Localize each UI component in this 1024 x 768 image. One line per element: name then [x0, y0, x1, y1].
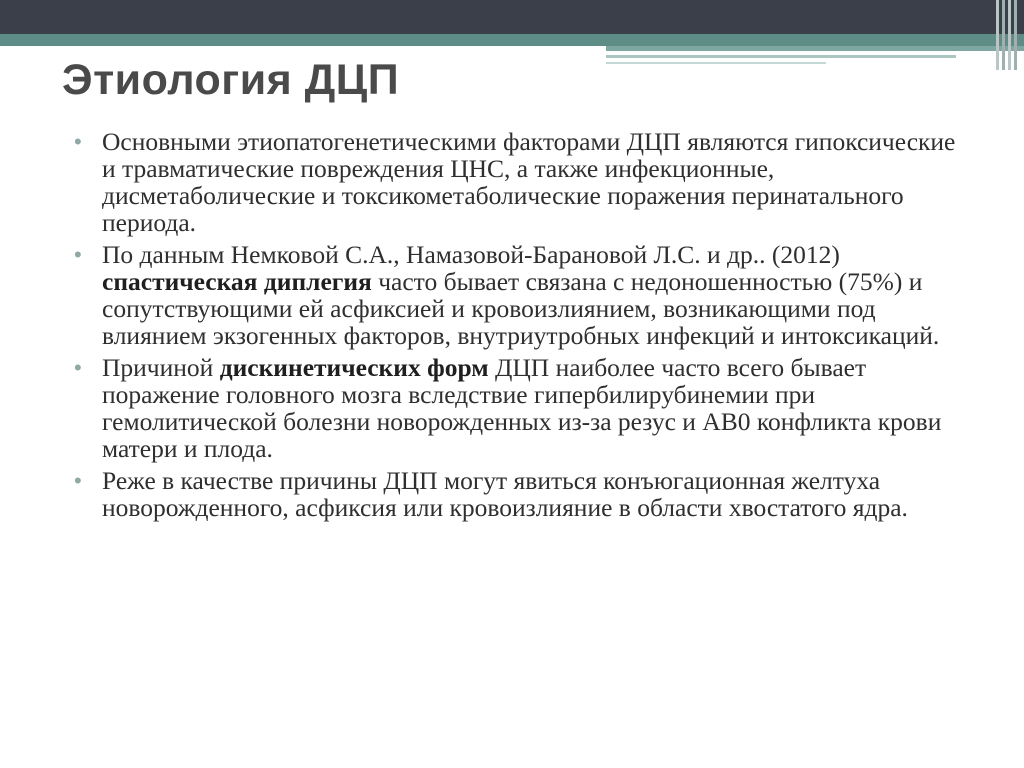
bullet-text-before: По данным Немковой С.А., Намазовой-Барановой Л.С. и др.. (2012) [102, 240, 840, 269]
slide-title: Этиология ДЦП [62, 56, 400, 104]
bullet-text-after: ДЦП наиболее часто всего бывает поражение головного мозга вследствие гипербилирубинемии при гемолитической болезни новорожденных из-за резус и АВ0 конфликта крови матери и плода. [102, 353, 942, 463]
bullet-text-after: часто бывает связана с недоношенностью (75%) и сопутствующими ей асфиксией и кровоизлиянием, возникающими под влиянием экзогенных факторов, внутриутробных инфекций и интоксикаций. [102, 267, 940, 350]
bullet-text: Реже в качестве причины ДЦП могут явиться конъюгационная желтуха новорожденного, асфиксия или кровоизлияние в области хвостатого ядра. [102, 466, 908, 522]
bullet-item [72, 128, 972, 236]
bullet-icon: • [74, 129, 82, 154]
bullet-text-before: Причиной [102, 353, 220, 382]
decor-stripes [996, 0, 1018, 70]
bullet-item [72, 354, 972, 462]
decor-line [606, 55, 956, 58]
bullet-text-bold: дискинетических форм [219, 353, 489, 382]
accent-band [0, 34, 1024, 46]
bullet-icon: • [74, 242, 82, 267]
bullet-text: Основными этиопатогенетическими факторами ДЦП являются гипоксические и травматические повреждения ЦНС, а также инфекционные, дисметаболические и токсикометаболические поражения перинатального периода. [102, 127, 956, 237]
bullet-item [72, 241, 972, 349]
decor-line [606, 46, 1024, 51]
bullet-icon: • [74, 468, 82, 493]
header-band [0, 0, 1024, 34]
bullet-icon: • [74, 355, 82, 380]
bullet-item [72, 467, 972, 521]
bullet-list [72, 128, 972, 526]
decor-line [606, 62, 826, 64]
bullet-text-bold: спастическая диплегия [102, 267, 372, 296]
